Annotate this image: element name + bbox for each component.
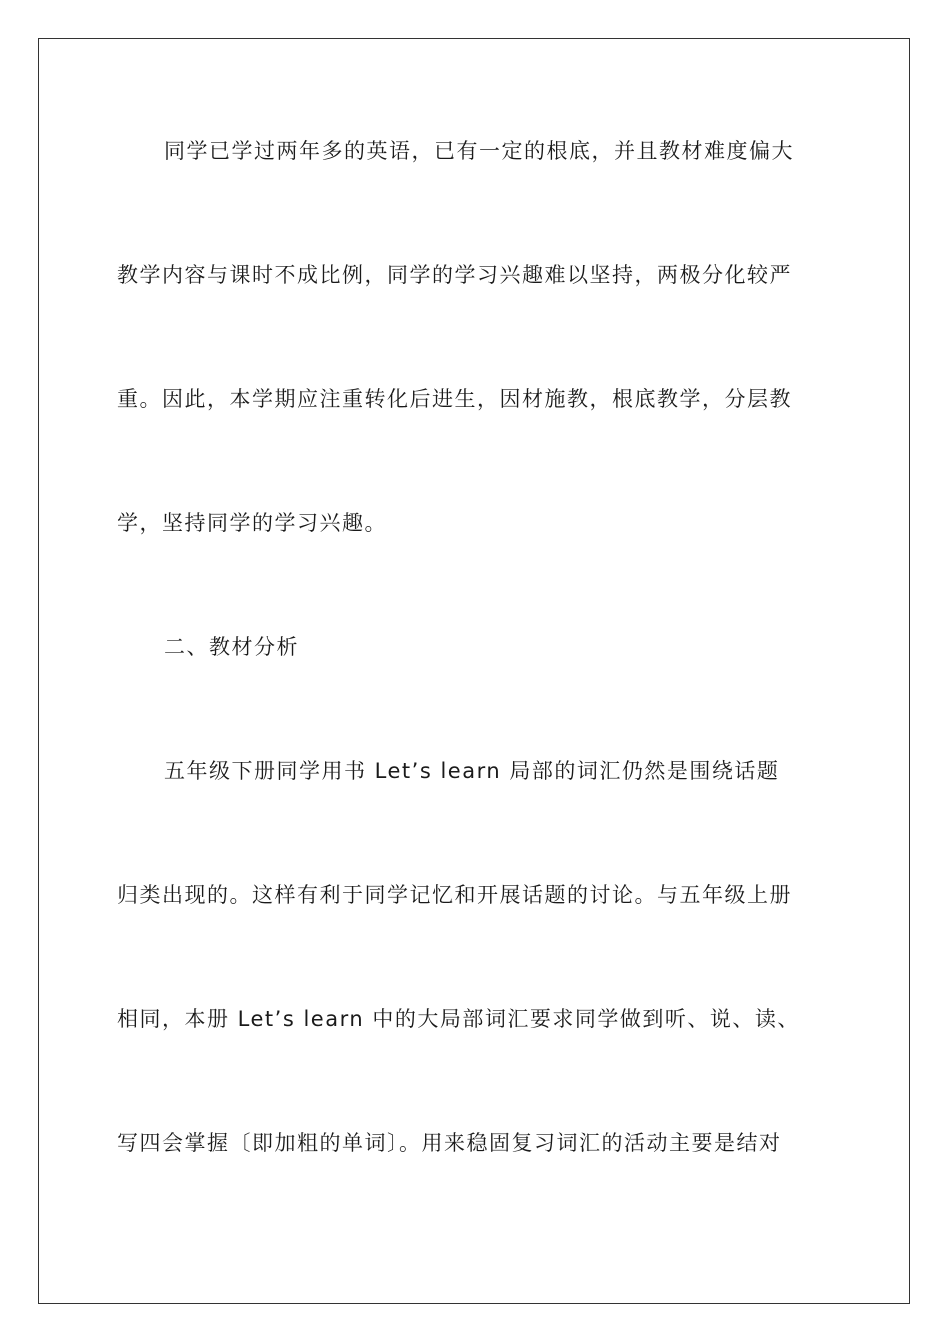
paragraph-line-1: 同学已学过两年多的英语，已有一定的根底，并且教材难度偏大 bbox=[164, 139, 794, 163]
section-heading: 二、教材分析 bbox=[164, 635, 299, 659]
paragraph-line-4: 学，坚持同学的学习兴趣。 bbox=[117, 511, 387, 535]
paragraph-line-3: 重。因此，本学期应注重转化后进生，因材施教，根底教学，分层教 bbox=[117, 387, 792, 411]
paragraph-line-7: 相同，本册 Let’s learn 中的大局部词汇要求同学做到听、说、读、 bbox=[117, 1007, 800, 1031]
page-border bbox=[38, 38, 910, 1304]
paragraph-line-2: 教学内容与课时不成比例，同学的学习兴趣难以坚持，两极分化较严 bbox=[117, 263, 792, 287]
paragraph-line-8: 写四会掌握〔即加粗的单词〕。用来稳固复习词汇的活动主要是结对 bbox=[117, 1131, 782, 1155]
paragraph-line-6: 归类出现的。这样有利于同学记忆和开展话题的讨论。与五年级上册 bbox=[117, 883, 792, 907]
paragraph-line-5: 五年级下册同学用书 Let’s learn 局部的词汇仍然是围绕话题 bbox=[164, 759, 780, 783]
